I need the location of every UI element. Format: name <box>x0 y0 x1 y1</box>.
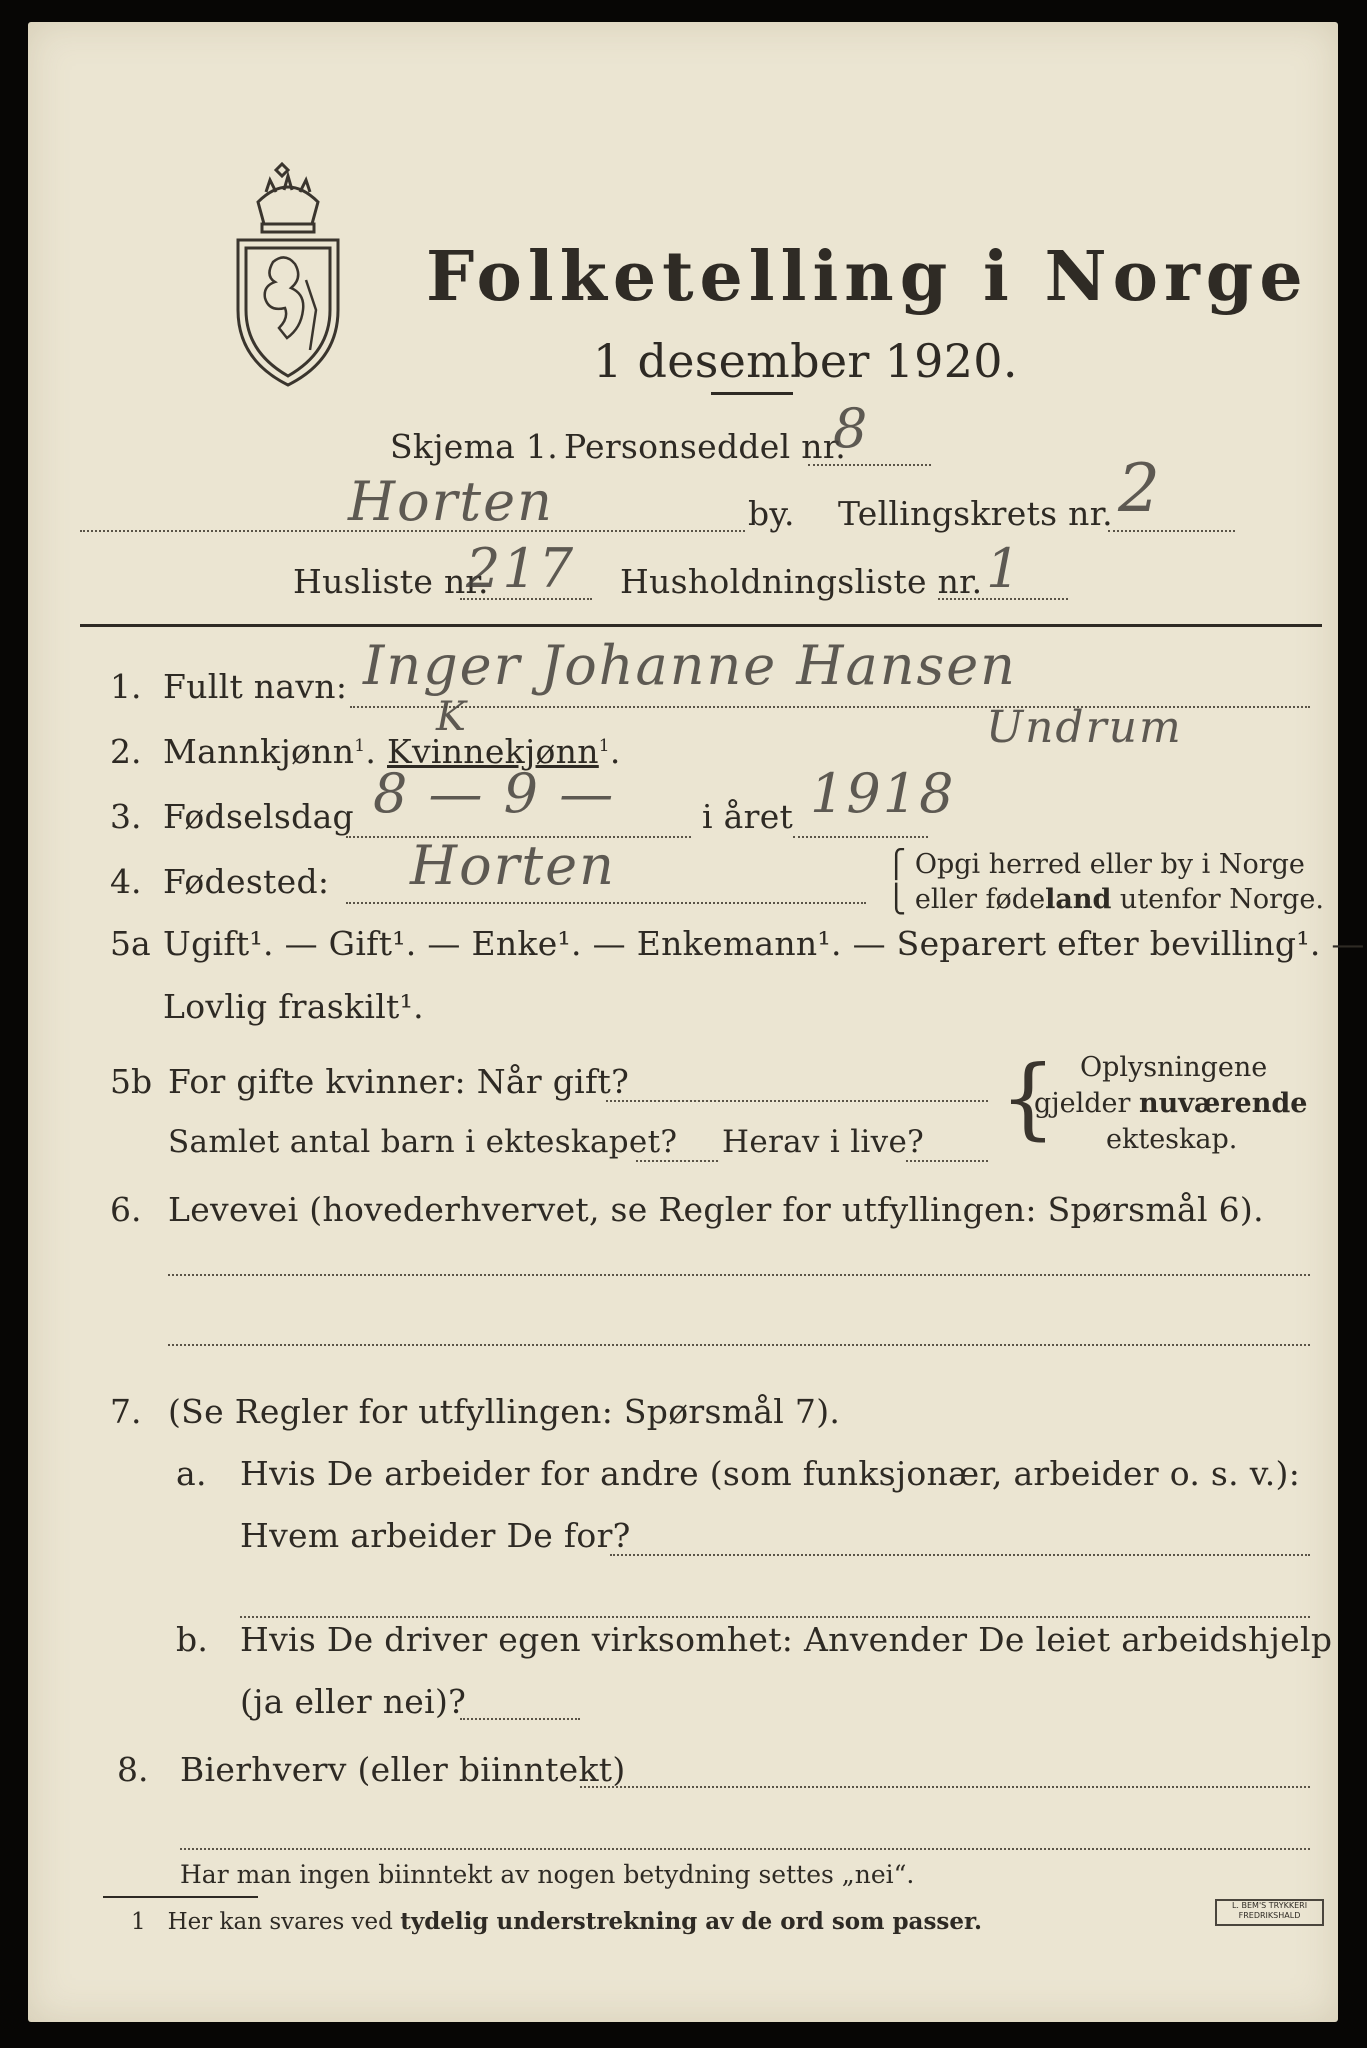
q4-line[interactable] <box>346 902 866 904</box>
q6-number: 6. <box>110 1190 142 1229</box>
q2-options: Mannkjønn$^1$. Kvinnekjønn$^1$. <box>163 732 621 771</box>
tellingskrets-label: Tellingskrets nr. <box>838 494 1113 533</box>
q5b-alive-label: Herav i live? <box>722 1124 925 1160</box>
q5a-number: 5a <box>110 924 151 963</box>
q1-label: Fullt navn: <box>163 667 348 706</box>
q5a-options[interactable]: Ugift¹. — Gift¹. — Enke¹. — Enkemann¹. — Separert efter bevilling¹. — <box>163 924 1365 963</box>
q4-note-2: ⎩ eller fødeland utenfor Norge. <box>886 884 1324 915</box>
q5b-brace: { <box>1000 1046 1056 1149</box>
husholdningsliste-value: 1 <box>986 537 1023 600</box>
q7a-line-1: Hvis De arbeider for andre (som funksjonær, arbeider o. s. v.): <box>240 1454 1301 1493</box>
q5b-note-3: ekteskap. <box>1106 1124 1238 1155</box>
q1-number: 1. <box>110 667 142 706</box>
q7-number: 7. <box>110 1392 142 1431</box>
city-value: Horten <box>348 470 554 533</box>
q7a-employer-line[interactable] <box>610 1554 1310 1556</box>
skjema-label: Skjema 1. <box>390 427 559 466</box>
header-divider <box>80 624 1322 627</box>
q5b-label: For gifte kvinner: Når gift? <box>168 1062 630 1101</box>
q5b-children-line[interactable] <box>636 1160 718 1162</box>
q5b-married-line[interactable] <box>606 1100 988 1102</box>
q1-value-extra: Undrum <box>986 702 1183 753</box>
tellingskrets-line[interactable] <box>1108 530 1235 532</box>
q8-number: 8. <box>117 1750 149 1789</box>
q8-line-2[interactable] <box>180 1848 1310 1850</box>
q2-mark: K <box>436 694 468 740</box>
tellingskrets-value: 2 <box>1118 450 1162 527</box>
q3-label: Fødselsdag <box>163 797 354 836</box>
q7-label: (Se Regler for utfyllingen: Spørsmål 7). <box>168 1392 841 1431</box>
q4-note-1: ⎧ Opgi herred eller by i Norge <box>886 849 1305 880</box>
footnote: 1 Her kan svares ved tydelig understrekning av de ord som passer. <box>131 1908 982 1935</box>
q4-number: 4. <box>110 862 142 901</box>
q7b-line-2: (ja eller nei)? <box>240 1682 467 1721</box>
q5b-note-2: gjelder nuværende <box>1034 1088 1308 1119</box>
q5a-options-2[interactable]: Lovlig fraskilt¹. <box>163 987 424 1026</box>
title-divider <box>711 392 793 395</box>
q2-female-option[interactable]: Kvinnekjønn <box>387 732 599 771</box>
by-label: by. <box>748 494 795 533</box>
q6-label: Levevei (hovederhvervet, se Regler for utfyllingen: Spørsmål 6). <box>168 1190 1264 1229</box>
q5b-children-label: Samlet antal barn i ekteskapet? <box>168 1124 678 1160</box>
q8-label: Bierhverv (eller biinntekt) <box>180 1750 626 1789</box>
q8-line-1[interactable] <box>580 1786 1310 1788</box>
q3-number: 3. <box>110 797 142 836</box>
personseddel-label: Personseddel nr. <box>564 427 847 466</box>
q7b-line-1: Hvis De driver egen virksomhet: Anvender De leiet arbeidshjelp <box>240 1620 1333 1659</box>
q4-value: Horten <box>410 834 616 897</box>
footnote-rule <box>103 1896 258 1898</box>
q5b-note-1: Oplysningene <box>1080 1052 1268 1083</box>
q7a-line-2: Hvem arbeider De for? <box>240 1516 631 1555</box>
q7b-letter: b. <box>176 1620 209 1659</box>
q2-number: 2. <box>110 732 142 771</box>
q1-value: Inger Johanne Hansen <box>363 634 1017 697</box>
q3-value: 8 — 9 — <box>373 762 616 825</box>
printer-stamp: L. BEM'S TRYKKERI FREDRIKSHALD <box>1215 1899 1324 1926</box>
husliste-label: Husliste nr. <box>293 562 489 601</box>
q7b-answer-line[interactable] <box>460 1718 580 1720</box>
q3-year-line[interactable] <box>793 836 928 838</box>
q6-line-2[interactable] <box>168 1344 1310 1346</box>
q4-label: Fødested: <box>163 862 330 901</box>
personseddel-line[interactable] <box>808 464 931 466</box>
q8-note: Har man ingen biinntekt av nogen betydning settes „nei“. <box>180 1860 915 1889</box>
q5b-alive-line[interactable] <box>906 1160 988 1162</box>
census-date: 1 desember 1920. <box>593 334 1018 388</box>
q2-male-option[interactable]: Mannkjønn <box>163 732 355 771</box>
q6-line-1[interactable] <box>168 1274 1310 1276</box>
q3-year-label: i året <box>702 797 794 836</box>
husholdningsliste-label: Husholdningsliste nr. <box>620 562 983 601</box>
q3-year-value: 1918 <box>810 762 956 825</box>
census-form <box>28 22 1365 2022</box>
q7a-employer-line-2[interactable] <box>240 1616 1310 1618</box>
q7a-letter: a. <box>176 1454 207 1493</box>
norwegian-lion-coat-of-arms-icon <box>228 162 348 387</box>
personseddel-value: 8 <box>833 397 870 460</box>
husliste-value: 217 <box>466 537 576 600</box>
form-title: Folketelling i Norge <box>426 237 1309 317</box>
q5b-number: 5b <box>110 1062 153 1101</box>
